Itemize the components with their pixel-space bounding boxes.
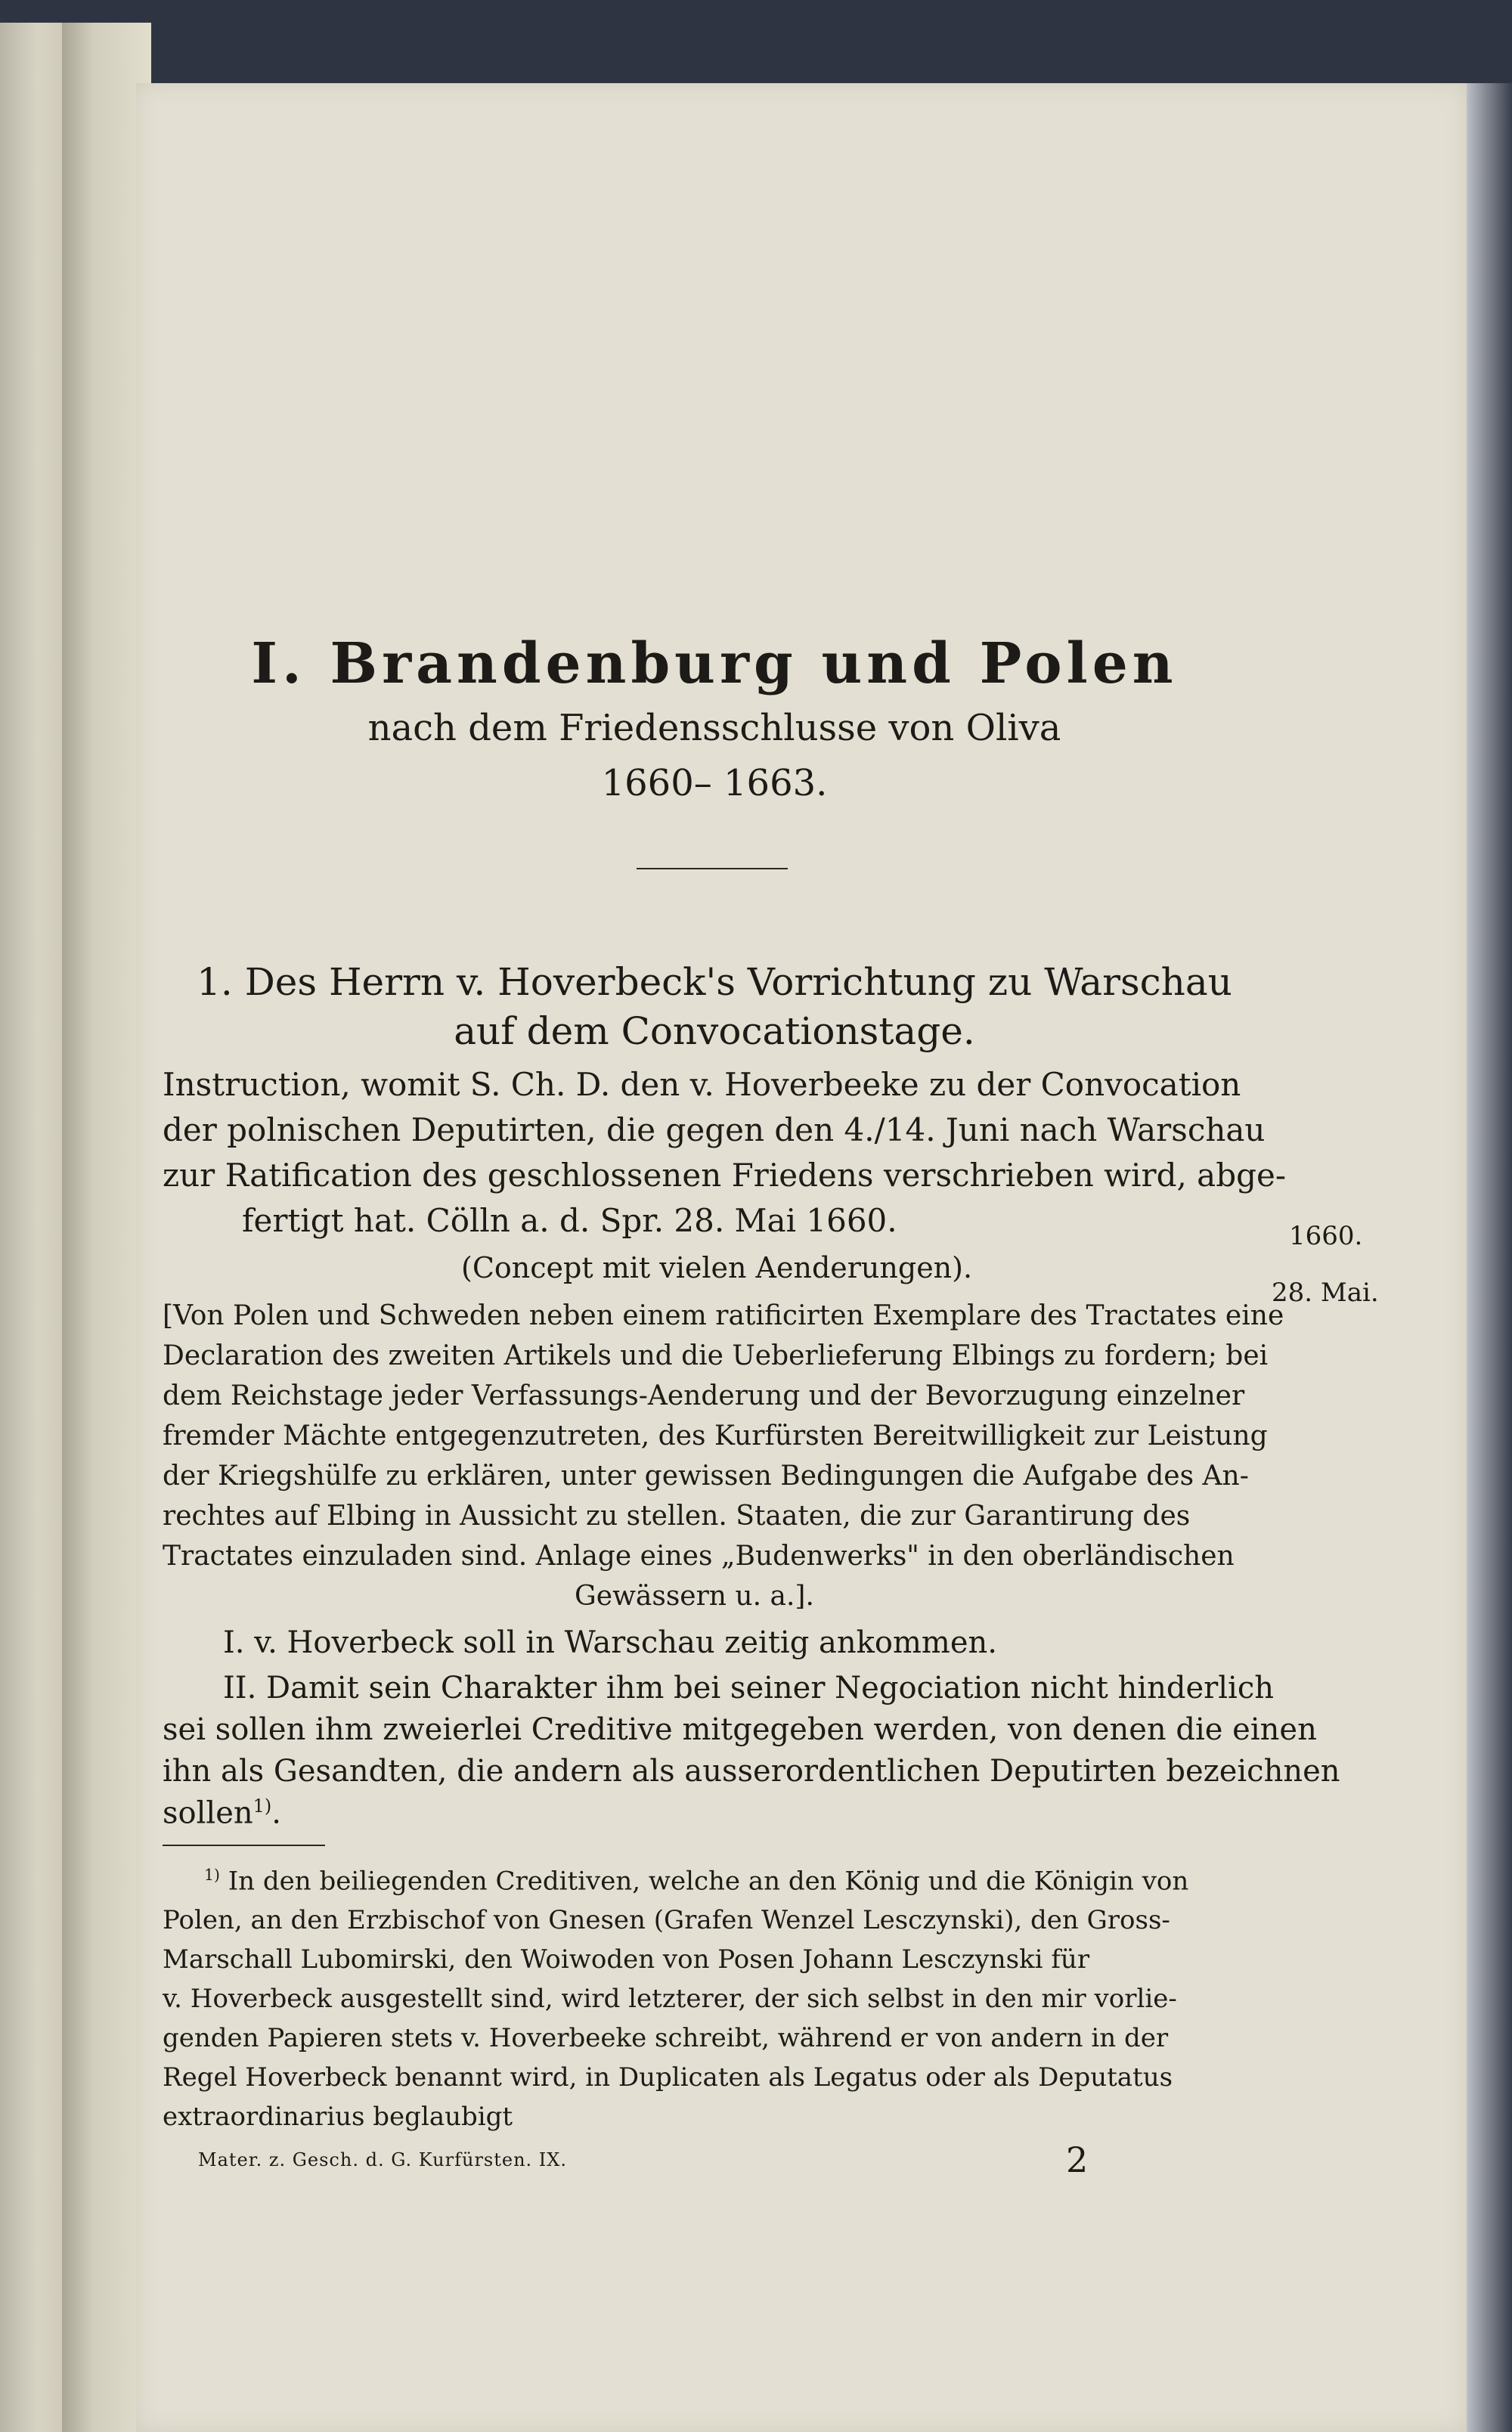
chapter-title: I. Brandenburg und Polen xyxy=(251,631,1178,696)
footnote-line: Marschall Lubomirski, den Woiwoden von Posen Johann Lesczynski für xyxy=(163,1944,1090,1975)
summary-line: Gewässern u. a.]. xyxy=(575,1581,814,1612)
footnote-line: genden Papieren stets v. Hoverbeeke schreibt, während er von andern in der xyxy=(163,2023,1169,2053)
concept-note: (Concept mit vielen Aenderungen). xyxy=(461,1251,973,1284)
footnote-line: v. Hoverbeck ausgestellt sind, wird letzterer, der sich selbst in den mir vorlie- xyxy=(163,1984,1177,2014)
instruction-line: der polnischen Deputirten, die gegen den 4./14. Juni nach Warschau xyxy=(163,1111,1266,1148)
summary-line: Tractates einzuladen sind. Anlage eines „Budenwerks" in den oberländischen xyxy=(163,1541,1235,1572)
section-heading-line: auf dem Convocationstage. xyxy=(454,1009,975,1053)
page-edge-right xyxy=(1467,83,1512,2432)
signature-number: 2 xyxy=(1066,2139,1089,2180)
footnote-marker: 1) xyxy=(253,1795,272,1817)
summary-line: fremder Mächte entgegenzutreten, des Kurfürsten Bereitwilligkeit zur Leistung xyxy=(163,1420,1268,1451)
paragraph-two-last-line: sollen$^{1)}$. xyxy=(163,1795,281,1831)
footnote-line: Polen, an den Erzbischof von Gnesen (Grafen Wenzel Lesczynski), den Gross- xyxy=(163,1905,1170,1935)
paragraph-two-line: II. Damit sein Charakter ihm bei seiner Negociation nicht hinderlich xyxy=(223,1671,1274,1705)
instruction-line: zur Ratification des geschlossenen Friedens verschrieben wird, abge- xyxy=(163,1157,1287,1194)
summary-line: dem Reichstage jeder Verfassungs-Aenderung und der Bevorzugung einzelner xyxy=(163,1380,1245,1411)
paragraph-two-line: sei sollen ihm zweierlei Creditive mitgegeben werden, von denen die einen xyxy=(163,1712,1317,1747)
paragraph-one: I. v. Hoverbeck soll in Warschau zeitig ankommen. xyxy=(223,1625,997,1660)
footnote-first-line xyxy=(204,1866,1188,1896)
instruction-line: fertigt hat. Cölln a. d. Spr. 28. Mai 1660. xyxy=(242,1202,897,1239)
summary-line: [Von Polen und Schweden neben einem ratificirten Exemplare des Tractates eine xyxy=(163,1300,1284,1331)
title-rule xyxy=(637,868,788,869)
summary-line: der Kriegshülfe zu erklären, unter gewissen Bedingungen die Aufgabe des An- xyxy=(163,1461,1249,1492)
section-heading-line: 1. Des Herrn v. Hoverbeck's Vorrichtung zu Warschau xyxy=(197,960,1232,1004)
margin-note-year: 1660. xyxy=(1289,1221,1363,1251)
footnote-rule xyxy=(163,1845,325,1846)
source-citation: Mater. z. Gesch. d. G. Kurfürsten. IX. xyxy=(198,2149,567,2170)
margin-note-date: 28. Mai. xyxy=(1272,1278,1379,1308)
instruction-line: Instruction, womit S. Ch. D. den v. Hoverbeeke zu der Convocation xyxy=(163,1066,1241,1103)
subtitle-line: 1660– 1663. xyxy=(601,762,828,804)
subtitle-line: nach dem Friedensschlusse von Oliva xyxy=(367,707,1061,749)
footnote-line: extraordinarius beglaubigt xyxy=(163,2102,513,2132)
footnote-text: In den beiliegenden Creditiven, welche an den König und die Königin von xyxy=(228,1866,1189,1897)
summary-line: Declaration des zweiten Artikels und die Ueberlieferung Elbings zu fordern; bei xyxy=(163,1340,1269,1371)
footnote-ref: 1) xyxy=(204,1866,220,1884)
left-page-edge xyxy=(0,23,62,2432)
paragraph-two-text: sollen xyxy=(163,1795,253,1831)
paragraph-two-line: ihn als Gesandten, die andern als ausserordentlichen Deputirten bezeichnen xyxy=(163,1754,1340,1789)
summary-line: rechtes auf Elbing in Aussicht zu stellen. Staaten, die zur Garantirung des xyxy=(163,1501,1191,1532)
footnote-line: Regel Hoverbeck benannt wird, in Duplicaten als Legatus oder als Deputatus xyxy=(163,2062,1173,2093)
